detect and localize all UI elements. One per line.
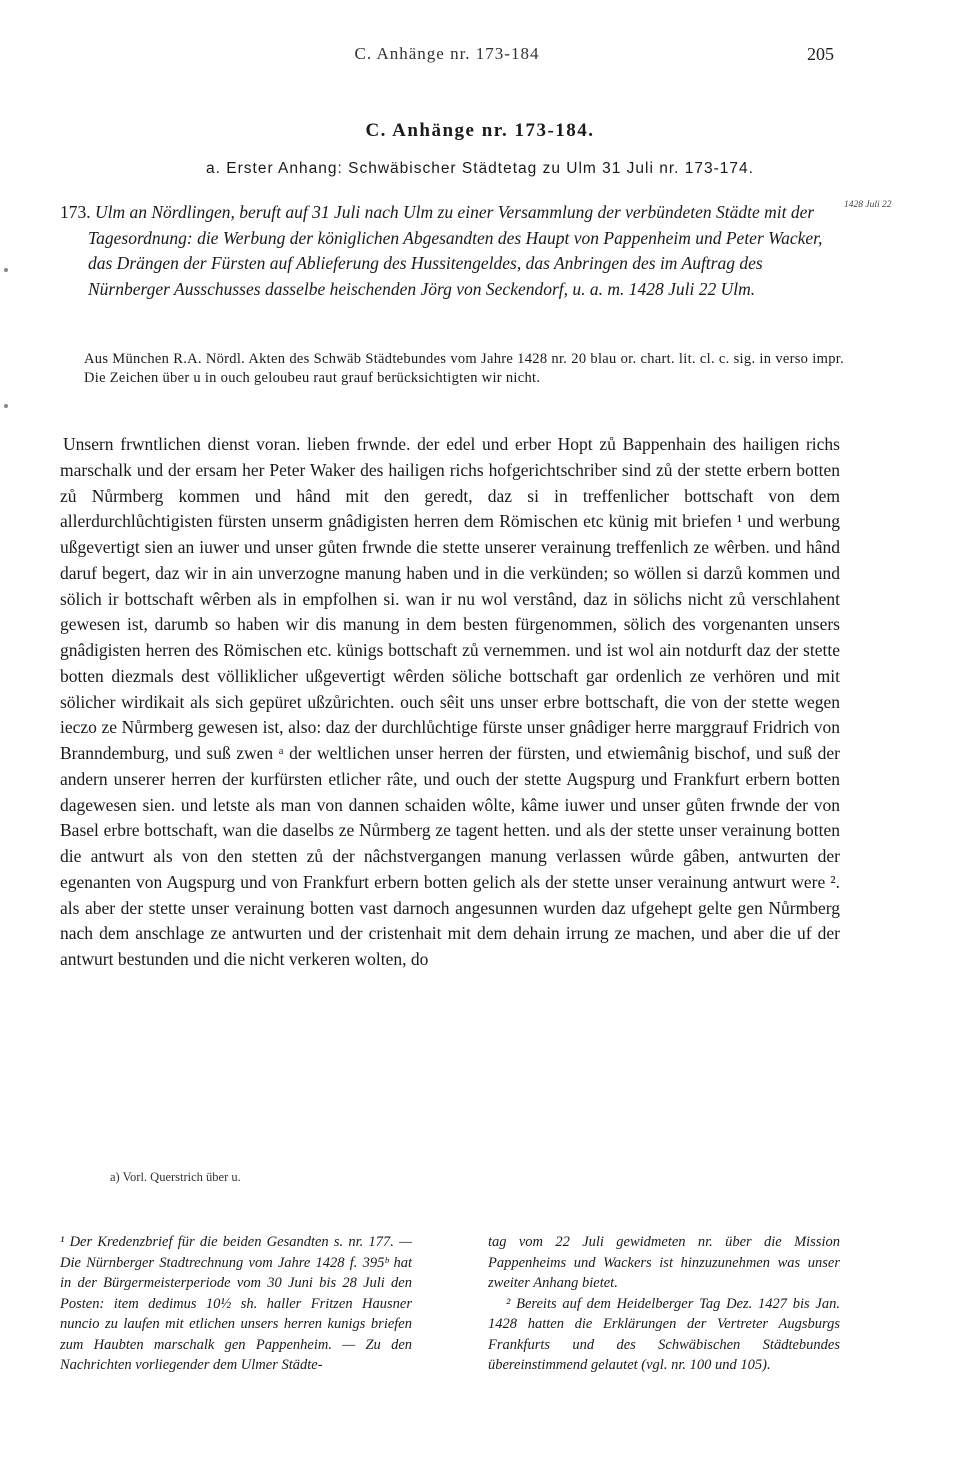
running-head [60, 44, 834, 68]
footnote-column-right [488, 1232, 840, 1376]
margin-mark [4, 404, 8, 408]
regest-text: Ulm an Nördlingen, beruft auf 31 Juli nach Ulm zu einer Versammlung der verbündeten Städte mit der Tagesordnung: die Werbung der königlichen Abgesandten des Haupt von Pappenheim und Peter Wacker, das Drängen der Fürsten auf Ablieferung des Hussitengeldes, das Anbringen des im Auftrag des Nürnberger Ausschusses dasselbe heischenden Jörg von Seckendorf, u. a. m. 1428 Juli 22 Ulm. [88, 202, 823, 299]
main-text: Unsern frwntlichen dienst voran. lieben frwnde. der edel und erber Hopt zů Bappenhain des hailigen richs marschalk und der ersam her Peter Waker des hailigen richs hofgerichtschriber sind zů der stette erbern botten zů Nůrmberg kommen und hând mit den geredt, daz si in treffenlicher bottschaft von dem allerdurchlůchtigisten fürsten unserm gnâdigisten herren dem Römischen etc künig mit briefen ¹ und werbung ußgevertigt sien an iuwer und unser gůten frwnde die stette unserer verainung treffenlich ze wêrben. und hând daruf begert, daz wir in ain unverzogne manung haben und in die verkünden; so wöllen si darzů kommen und sölich ir bottschaft wêrben als in empfolhen si. wan ir nu wol verstând, daz in sölichs nicht zů verschlahent gewesen ist, darumb so haben wir dis manung in dem besten fürgenommen, sölich des vorgenanten unsers gnâdigisten herren des Römischen etc. künigs bottschaft zů vernemmen. und ist wol ain notdurft daz der stette botten diezmals dest völliklicher ußgevertigt wêrden söliche bottschaft gar ordenlich ze verhören und mit sölicher wirdikait als sich gepüret ußzůrichten. ouch sêit uns unser erbre bottschaft, die von der stette wegen ieczo ze Nůrmberg gewesen ist, also: daz der durchlůchtige fürste unser gnâdiger herre marggrauf Fridrich von Branndemburg, und suß zwen ᵃ der weltlichen unser herren der fürsten, und etwiemânig bischof, und suß der andern unserer herren der kurfürsten etlicher râte, und ouch der stette Augspurg und Frankfurt erbern botten dagewesen sien. und letste als man von dannen schaiden wôlte, kâme iuwer und unser gůten frwnde der von Basel erbre bottschaft, wan die daselbs ze Nůrmberg ze tagent hetten. und als der stette unser verainung botten die antwurt als von den stetten zů der nâchstvergangen manung verlassen wůrde gâben, antwurten der egenanten von Augspurg und von Frankfurt erbern botten gelich als der stette unser verainung antwurt were ². als aber der stette unser verainung botten vast darnoch angesunnen wurden daz ufgehept gelte gen Nůrmberg nach dem anschlage ze antwurten und der cristenhait mit dem dehain irrung ze machen, und aber die uf der antwurt bestunden und die nicht verkeren wolten, do [60, 434, 840, 969]
document-number: 173. [60, 202, 91, 222]
footnote-2: ² Bereits auf dem Heidelberger Tag Dez. 1427 bis Jan. 1428 hatten die Erklärungen der Vertreter Augsburgs Frankfurts und des Schwäbischen Städtebundes übereinstimmend gelautet (vgl. nr. 100 und 105). [488, 1295, 840, 1373]
section-subtitle: a. Erster Anhang: Schwäbischer Städtetag zu Ulm 31 Juli nr. 173-174. [206, 160, 754, 177]
footnote-column-left: ¹ Der Kredenzbrief für die beiden Gesandten s. nr. 177. — Die Nürnberger Stadtrechnung vom Jahre 1428 f. 395ᵇ hat in der Bürgermeisterperiode vom 30 Juni bis 28 Juli den Posten: item dedimus 10½ sh. haller Fritzen Hausner nuncio zu laufen mit etlichen unsers herren kunigs briefen zum Haubten marschalk gen Pappenheim. — Zu den Nachrichten vorliegender dem Ulmer Städte- [60, 1234, 412, 1373]
running-title: C. Anhänge nr. 173-184 [354, 44, 540, 63]
page-number: 205 [807, 44, 834, 64]
margin-mark [4, 268, 8, 272]
textual-footnote: a) Vorl. Querstrich über u. [110, 1170, 241, 1184]
margin-date-note: 1428 Juli 22 [844, 200, 892, 210]
regest-paragraph [60, 200, 840, 302]
footnote-1-continuation: tag vom 22 Juli gewidmeten nr. über die Mission Pappenheims und Wackers ist hinzuzunehmen was unser zweiter Anhang bietet. [488, 1234, 840, 1291]
section-title: C. Anhänge nr. 173-184. [365, 120, 595, 141]
source-note: Aus München R.A. Nördl. Akten des Schwäb Städtebundes vom Jahre 1428 nr. 20 blau or. chart. lit. cl. c. sig. in verso impr. Die Zeichen über u in ouch geloubeu raut grauf berücksichtigten wir nicht. [84, 351, 844, 386]
